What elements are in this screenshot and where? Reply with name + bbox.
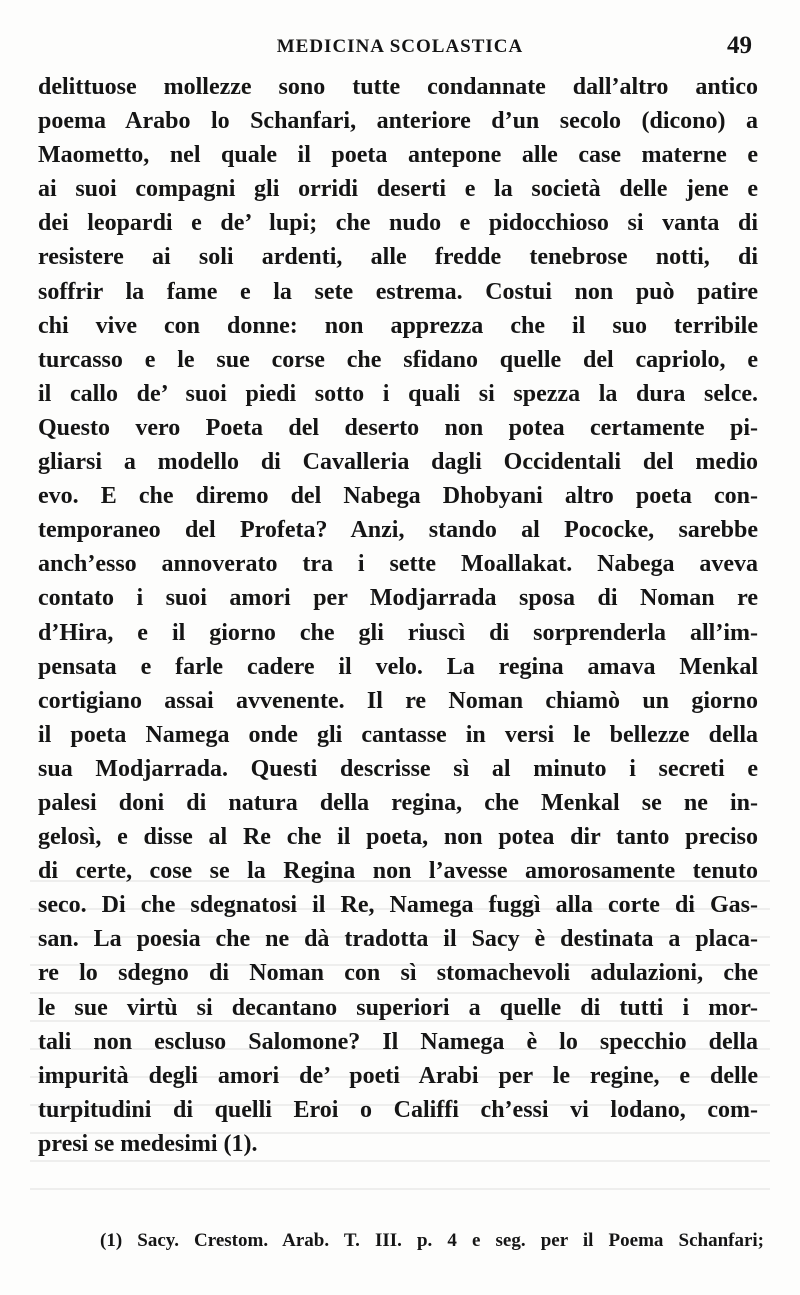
text-line: gelosì, e disse al Re che il poeta, non potea dir tanto preciso [38, 824, 758, 851]
text-line: contato i suoi amori per Modjarrada sposa di Noman re [38, 585, 758, 612]
text-line: evo. E che diremo del Nabega Dhobyani altro poeta con- [38, 483, 758, 510]
text-line: pensata e farle cadere il velo. La regina amava Menkal [38, 653, 758, 680]
text-line: di certe, cose se la Regina non l’avesse amorosamente tenuto [38, 858, 758, 885]
text-line-last: presi se medesimi (1). [38, 1130, 258, 1157]
page-number: 49 [727, 32, 752, 59]
text-line: il callo de’ suoi piedi sotto i quali si spezza la dura selce. [38, 380, 758, 407]
text-line: turpitudini di quelli Eroi o Califfi ch’essi vi lodano, com- [38, 1096, 758, 1123]
text-line: Questo vero Poeta del deserto non potea certamente pi- [38, 414, 758, 441]
text-line: sua Modjarrada. Questi descrisse sì al minuto i secreti e [38, 755, 758, 782]
text-line: gliarsi a modello di Cavalleria dagli Occidentali del medio [38, 449, 758, 476]
text-line: seco. Di che sdegnatosi il Re, Namega fuggì alla corte di Gas- [38, 892, 758, 919]
text-line: anch’esso annoverato tra i sette Moallakat. Nabega aveva [38, 551, 758, 578]
text-line: palesi doni di natura della regina, che Menkal se ne in- [38, 789, 758, 816]
body-text [38, 70, 758, 1161]
text-line: il poeta Namega onde gli cantasse in versi le bellezze della [38, 721, 758, 748]
text-line: dei leopardi e de’ lupi; che nudo e pidocchioso si vanta di [38, 210, 758, 237]
text-line: re lo sdegno di Noman con sì stomachevoli adulazioni, che [38, 960, 758, 987]
text-line: resistere ai soli ardenti, alle fredde tenebrose notti, di [38, 244, 758, 271]
text-line: soffrir la fame e la sete estrema. Costui non può patire [38, 278, 758, 305]
text-line: poema Arabo lo Schanfari, anteriore d’un secolo (dicono) a [38, 108, 758, 135]
text-line: san. La poesia che ne dà tradotta il Sacy è destinata a placa- [38, 926, 758, 953]
footnote: (1) Sacy. Crestom. Arab. T. III. p. 4 e seg. per il Poema Schanfari; [100, 1230, 764, 1251]
text-line: le sue virtù si decantano superiori a quelle di tutti i mor- [38, 994, 758, 1021]
text-line: temporaneo del Profeta? Anzi, stando al Pococke, sarebbe [38, 517, 758, 544]
text-line: delittuose mollezze sono tutte condannate dall’altro antico [38, 74, 758, 100]
text-line: d’Hira, e il giorno che gli riuscì di sorprenderla all’im- [38, 619, 758, 646]
text-line: cortigiano assai avvenente. Il re Noman chiamò un giorno [38, 687, 758, 714]
text-line: chi vive con donne: non apprezza che il suo terribile [38, 312, 758, 339]
text-line: tali non escluso Salomone? Il Namega è lo specchio della [38, 1028, 758, 1055]
text-line: ai suoi compagni gli orridi deserti e la società delle jene e [38, 176, 758, 203]
text-line: Maometto, nel quale il poeta antepone alle case materne e [38, 142, 758, 169]
running-title: MEDICINA SCOLASTICA [276, 36, 524, 57]
text-line: turcasso e le sue corse che sfidano quelle del capriolo, e [38, 346, 758, 373]
text-line: impurità degli amori de’ poeti Arabi per le regine, e delle [38, 1062, 758, 1089]
